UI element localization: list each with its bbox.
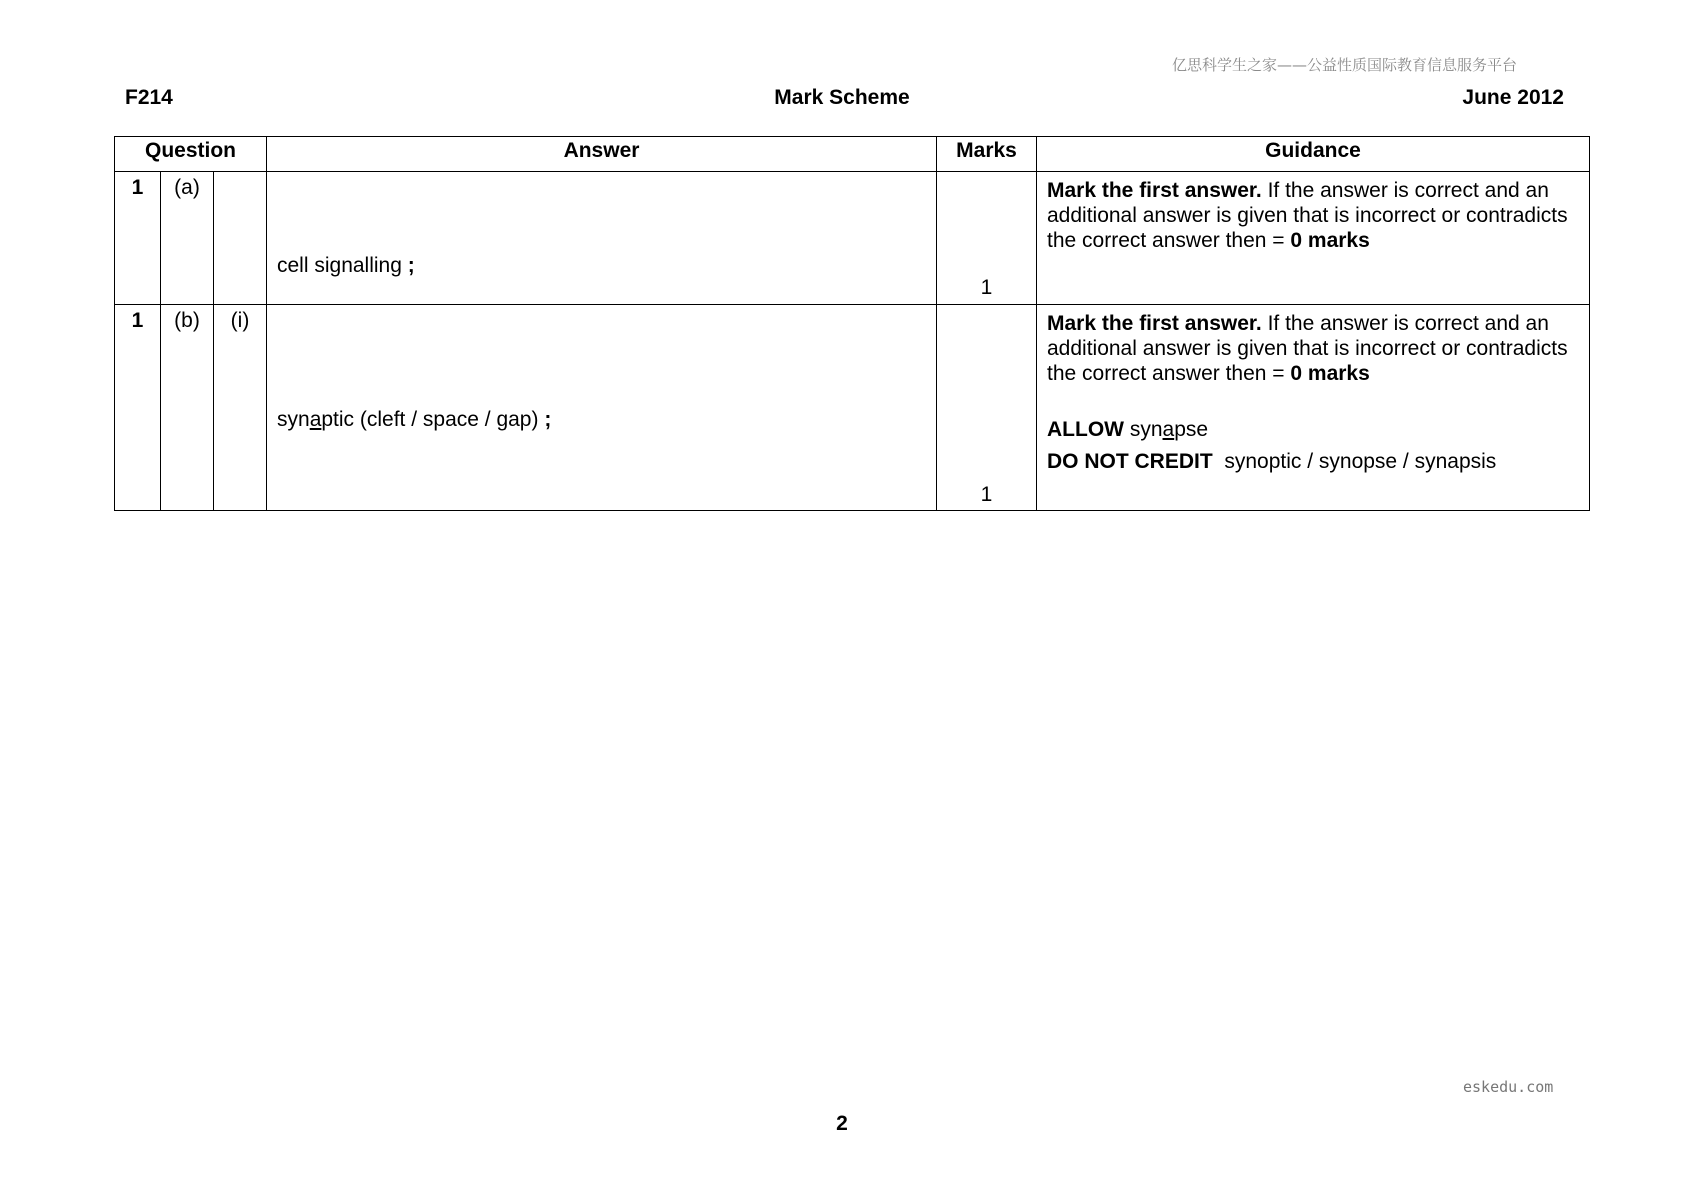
marks-cell: [937, 172, 1037, 305]
guidance-do-not-credit: DO NOT CREDIT synoptic / synopse / synapsis: [1047, 450, 1497, 473]
header-guidance: Guidance: [1037, 137, 1590, 172]
exam-date: June 2012: [1462, 86, 1564, 109]
answer-text: synaptic (cleft / space / gap) ;: [277, 408, 552, 431]
question-subpart: [214, 172, 267, 305]
table-row: [115, 172, 1590, 305]
question-part: (b): [161, 305, 214, 511]
page-title: Mark Scheme: [774, 86, 910, 109]
answer-cell: [267, 172, 937, 305]
header-question: Question: [115, 137, 267, 172]
guidance-text: Mark the first answer. If the answer is correct and an additional answer is given that is incorrect or contradicts the correct answer then = 0 marks: [1047, 312, 1568, 385]
marks-value: 1: [980, 483, 993, 506]
question-subpart: (i): [214, 305, 267, 511]
guidance-text: Mark the first answer. If the answer is correct and an additional answer is given that is incorrect or contradicts the correct answer then = 0 marks: [1047, 179, 1568, 252]
answer-cell: [267, 305, 937, 511]
page-number: 2: [836, 1112, 848, 1135]
table-header-row: [115, 137, 1590, 172]
guidance-allow: ALLOW synapse: [1047, 418, 1209, 441]
marks-value: 1: [980, 276, 993, 299]
table-row: [115, 305, 1590, 511]
question-part: (a): [161, 172, 214, 305]
header-answer: Answer: [267, 137, 937, 172]
guidance-cell: [1037, 172, 1590, 305]
guidance-cell: [1037, 305, 1590, 511]
question-number: 1: [115, 172, 161, 305]
question-number: 1: [115, 305, 161, 511]
answer-text: cell signalling ;: [277, 254, 415, 277]
watermark-top: 亿思科学生之家——公益性质国际教育信息服务平台: [1172, 56, 1518, 74]
watermark-bottom: eskedu.com: [1463, 1078, 1554, 1096]
header-marks: Marks: [937, 137, 1037, 172]
mark-scheme-table: [114, 136, 1590, 511]
paper-code: F214: [125, 86, 173, 109]
marks-cell: [937, 305, 1037, 511]
